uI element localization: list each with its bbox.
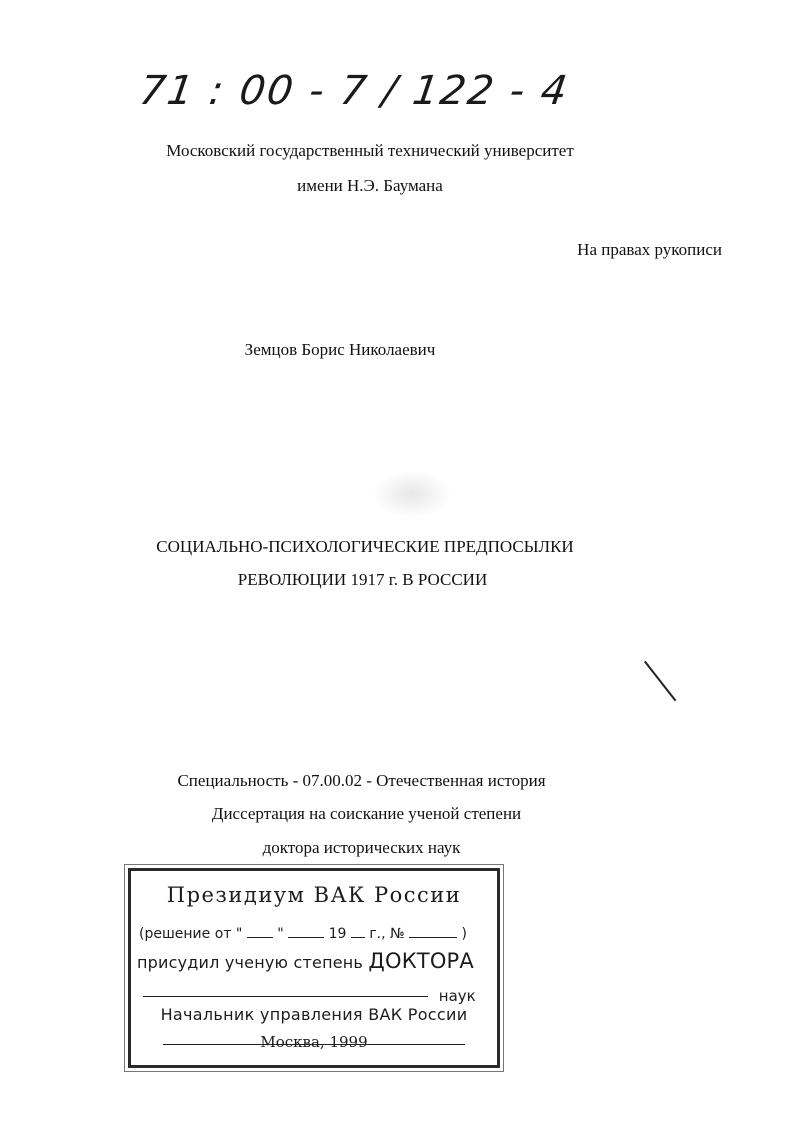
dissertation-title-line-1: СОЦИАЛЬНО-ПСИХОЛОГИЧЕСКИЕ ПРЕДПОСЫЛКИ <box>156 537 574 556</box>
stamp-year-blank <box>351 927 365 938</box>
handwritten-archive-code: 71 : 00 - 7 / 122 - 4 <box>136 68 572 114</box>
stamp-head-line: Начальник управления ВАК России <box>160 1005 468 1024</box>
stamp-month-blank <box>288 927 324 938</box>
dissertation-purpose-line: Диссертация на соискание ученой степени <box>211 804 522 823</box>
stamp-decision-quote: " <box>277 926 284 942</box>
specialty-line: Специальность - 07.00.02 - Отечественная история <box>177 771 546 790</box>
stamp-sciences-blank <box>143 996 428 997</box>
stamp-sciences-word: наук <box>438 987 476 1005</box>
stamp-awarded-line <box>137 949 474 973</box>
stamp-number-blank <box>409 927 457 938</box>
stamp-decision-g: г., № <box>369 926 405 942</box>
stamp-city-year: Москва, 1999 <box>260 1033 368 1051</box>
stamp-day-blank <box>247 927 273 938</box>
stamp-decision-line <box>139 926 467 942</box>
stamp-sciences-line <box>143 987 476 1005</box>
pen-mark <box>644 661 676 702</box>
stamp-city-year-line <box>131 1033 497 1051</box>
stamp-degree-word: ДОКТОРА <box>368 949 474 973</box>
stamp-signature-rule <box>163 1044 465 1045</box>
stamp-decision-close: ) <box>461 926 467 942</box>
degree-line: доктора исторических наук <box>262 838 461 857</box>
author-name: Земцов Борис Николаевич <box>244 340 436 359</box>
university-named-after: имени Н.Э. Баумана <box>297 176 443 195</box>
stamp-title: Президиум ВАК России <box>166 883 462 907</box>
manuscript-rights-note: На правах рукописи <box>577 240 722 259</box>
stamp-decision-prefix: (решение от " <box>139 926 243 942</box>
stamp-awarded-text: присудил ученую степень <box>137 953 364 972</box>
vak-stamp <box>128 868 500 1068</box>
university-name: Московский государственный технический университет <box>166 141 574 160</box>
dissertation-title-line-2: РЕВОЛЮЦИИ 1917 г. В РОССИИ <box>237 570 488 589</box>
scan-smudge <box>372 470 452 518</box>
stamp-decision-year: 19 <box>328 926 347 942</box>
